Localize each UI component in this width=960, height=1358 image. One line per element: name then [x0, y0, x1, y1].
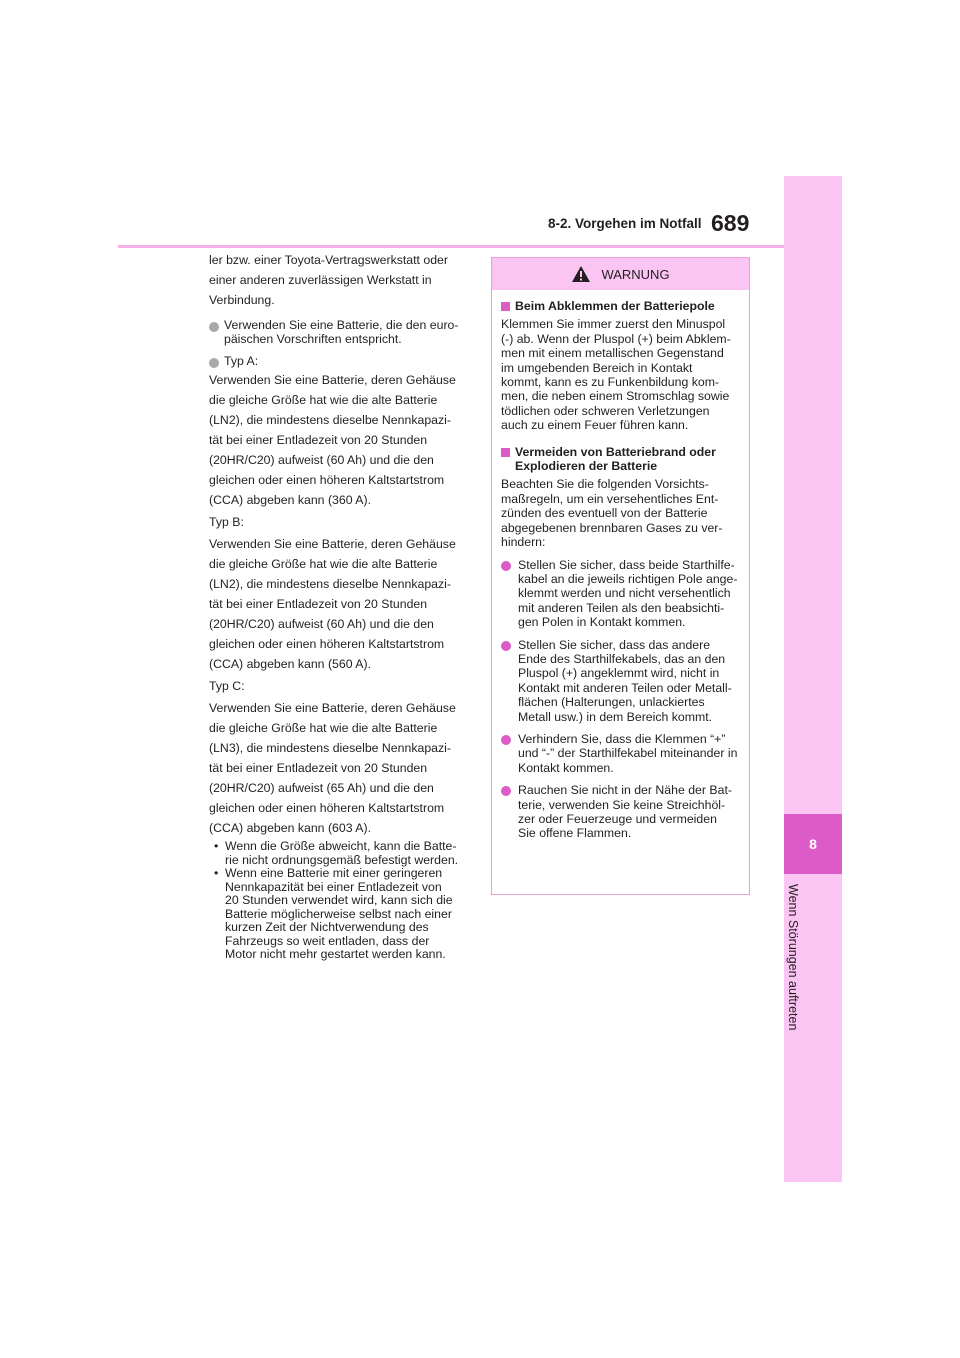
warning-bullet-line: Kontakt kommen.	[518, 760, 614, 775]
warning-bullet-line: mit anderen Teilen als den beabsichti-	[518, 600, 725, 615]
warning-line: im umgebenden Bereich in Kontakt	[501, 360, 693, 375]
square-bullet-icon	[501, 302, 510, 311]
sub-bullet-line: Fahrzeugs so weit entladen, dass der	[225, 933, 430, 948]
warning-bullet-line: gen Polen in Kontakt kommen.	[518, 615, 686, 630]
warning-bullet-line: terie, verwenden Sie keine Streichhöl-	[518, 797, 726, 812]
warning-line: Beachten Sie die folgenden Vorsichts-	[501, 477, 709, 492]
bullet-line: Verwenden Sie eine Batterie, die den euro-	[224, 318, 459, 332]
type-a-line: (CCA) abgeben kann (360 A).	[209, 493, 372, 507]
warning-box	[491, 257, 750, 895]
bullet-dot-icon	[501, 735, 511, 745]
type-b-line: (CCA) abgeben kann (560 A).	[209, 657, 372, 671]
warning-bullet-line: klemmt werden und nicht versehentlich	[518, 586, 731, 601]
warning-heading-text: Vermeiden von Batteriebrand oder	[515, 444, 716, 459]
type-a-line: (20HR/C20) aufweist (60 Ah) und die den	[209, 453, 434, 467]
warning-bullet	[501, 638, 740, 724]
warning-bullet	[501, 783, 740, 841]
warning-bullet-line: Ende des Starthilfekabels, das an den	[518, 651, 726, 666]
warning-line: abgegebenen brennbaren Gases zu ver-	[501, 520, 723, 535]
type-a-line: (LN2), die mindestens dieselbe Nennkapazi-	[209, 413, 451, 427]
warning-bullet-line: Stellen Sie sicher, dass das andere	[518, 637, 711, 652]
type-b-heading: Typ B:	[209, 515, 244, 529]
type-c-line: (LN3), die mindestens dieselbe Nennkapazi-	[209, 741, 451, 755]
bullet-item	[209, 354, 471, 368]
warning-bullet-line: Metall usw.) in dem Bereich kommt.	[518, 709, 713, 724]
warning-bullet-line: Sie offene Flammen.	[518, 826, 632, 841]
type-c-line: (20HR/C20) aufweist (65 Ah) und die den	[209, 781, 434, 795]
sub-bullet-line: kurzen Zeit der Nichtverwendung des	[225, 920, 429, 934]
warning-line: auch zu einem Feuer führen kann.	[501, 418, 689, 433]
warning-bullet-line: Pluspol (+) angeklemmt wird, nicht in	[518, 666, 720, 681]
bullet-dot-icon	[209, 358, 219, 368]
type-a-line: gleichen oder einen höheren Kaltstartstrom	[209, 473, 445, 487]
header-rule	[118, 245, 784, 248]
chapter-title-vertical: Wenn Störungen auftreten	[786, 884, 800, 1031]
type-b-line: gleichen oder einen höheren Kaltstartstrom	[209, 637, 445, 651]
type-c-line: Verwenden Sie eine Batterie, deren Gehäuse	[209, 701, 456, 715]
sub-bullet-line: 20 Stunden verwendet wird, kann sich die	[225, 893, 453, 907]
warning-bullet-line: kabel an die jeweils richtigen Pole ange-	[518, 571, 738, 586]
type-a-line: Verwenden Sie eine Batterie, deren Gehäuse	[209, 373, 456, 387]
type-c-line: tät bei einer Entladezeit von 20 Stunden	[209, 761, 428, 775]
warning-line: maßregeln, um ein versehentliches Ent-	[501, 491, 719, 506]
warning-heading	[501, 445, 740, 474]
bullet-dot-icon	[501, 641, 511, 651]
sub-bullet-line: rie nicht ordnungsgemäß befestigt werden.	[225, 852, 459, 867]
bullet-item	[209, 318, 471, 346]
warning-line: (-) ab. Wenn der Pluspol (+) beim Abklem-	[501, 331, 731, 346]
sub-bullet-line: Wenn die Größe abweicht, kann die Batte-	[225, 839, 457, 853]
warning-line: men, die neben einem Stromschlag sowie	[501, 389, 730, 404]
sub-bullet-line: Batterie möglicherweise selbst nach einer	[225, 906, 452, 921]
intro-line: Verbindung.	[209, 293, 275, 307]
warning-bullet	[501, 732, 740, 775]
warning-header	[492, 258, 749, 290]
warning-bullet-line: flächen (Halterungen, unlackiertes	[518, 695, 705, 710]
sub-bullet-mark: •	[214, 839, 219, 853]
warning-line: Klemmen Sie immer zuerst den Minuspol	[501, 317, 726, 332]
sub-bullet-line: Motor nicht mehr gestartet werden kann.	[225, 947, 446, 961]
chapter-side-tab	[784, 176, 842, 1182]
left-column	[209, 250, 471, 962]
warning-heading	[501, 299, 740, 313]
type-b-line: (20HR/C20) aufweist (60 Ah) und die den	[209, 617, 434, 631]
warning-line: tödlichen oder schweren Verletzungen	[501, 403, 710, 418]
section-title: 8-2. Vorgehen im Notfall	[548, 216, 702, 231]
type-b-block	[209, 534, 471, 674]
bullet-dot-icon	[501, 561, 511, 571]
warning-line: men mit einem metallischen Gegenstand	[501, 346, 724, 361]
type-b-line: (LN2), die mindestens dieselbe Nennkapazi-	[209, 577, 451, 591]
warning-bullet-line: Verhindern Sie, dass die Klemmen “+”	[518, 731, 726, 746]
warning-bullet-line: und “-” der Starthilfekabel miteinander in	[518, 746, 738, 761]
warning-heading-text: Beim Abklemmen der Batteriepole	[515, 299, 715, 313]
bullet-dot-icon	[209, 322, 219, 332]
type-c-heading: Typ C:	[209, 679, 245, 693]
bullet-dot-icon	[501, 786, 511, 796]
warning-line: zünden des eventuell von der Batterie	[501, 506, 708, 521]
type-b-line: Verwenden Sie eine Batterie, deren Gehäuse	[209, 537, 456, 551]
type-c-line: gleichen oder einen höheren Kaltstartstrom	[209, 801, 445, 815]
chapter-number-marker	[784, 814, 842, 874]
intro-line: ler bzw. einer Toyota-Vertragswerkstatt oder	[209, 253, 448, 267]
warning-bullet-line: Kontakt mit anderen Teilen oder Metall-	[518, 680, 732, 695]
type-c-block	[209, 698, 471, 838]
type-b-line: die gleiche Größe hat wie die alte Batterie	[209, 557, 438, 571]
sub-bullet-line: Nennkapazität bei einer Entladezeit von	[225, 879, 442, 894]
sub-bullet-item	[209, 840, 471, 867]
sub-bullet-item	[209, 867, 471, 962]
bullet-heading: Typ A:	[224, 354, 259, 368]
warning-bullet-line: Rauchen Sie nicht in der Nähe der Bat-	[518, 783, 732, 798]
warning-paragraph	[501, 317, 740, 432]
bullet-line: päischen Vorschriften entspricht.	[224, 332, 402, 346]
warning-bullet	[501, 558, 740, 630]
type-a-block	[209, 370, 471, 510]
warning-title: WARNUNG	[601, 266, 670, 282]
type-a-line: die gleiche Größe hat wie die alte Batterie	[209, 393, 438, 407]
warning-bullet-line: Stellen Sie sicher, dass beide Starthilfe-	[518, 557, 735, 572]
sub-bullet-mark: •	[214, 866, 219, 880]
sub-bullet-line: Wenn eine Batterie mit einer geringeren	[225, 866, 443, 880]
warning-line: hindern:	[501, 535, 546, 550]
warning-paragraph	[501, 477, 740, 549]
warning-bullet-line: zer oder Feuerzeuge und vermeiden	[518, 812, 717, 826]
warning-heading-text: Explodieren der Batterie	[515, 459, 658, 474]
chapter-number: 8	[809, 836, 817, 852]
page-number: 689	[711, 210, 750, 236]
warning-triangle-icon	[571, 265, 591, 283]
type-a-line: tät bei einer Entladezeit von 20 Stunden	[209, 433, 428, 447]
intro-line: einer anderen zuverlässigen Werkstatt in	[209, 273, 432, 287]
type-c-line: (CCA) abgeben kann (603 A).	[209, 821, 372, 835]
type-b-line: tät bei einer Entladezeit von 20 Stunden	[209, 597, 428, 611]
square-bullet-icon	[501, 448, 510, 457]
type-c-line: die gleiche Größe hat wie die alte Batterie	[209, 721, 438, 735]
warning-line: kommt, kann es zu Funkenbildung kom-	[501, 375, 720, 390]
warning-body	[492, 290, 749, 841]
